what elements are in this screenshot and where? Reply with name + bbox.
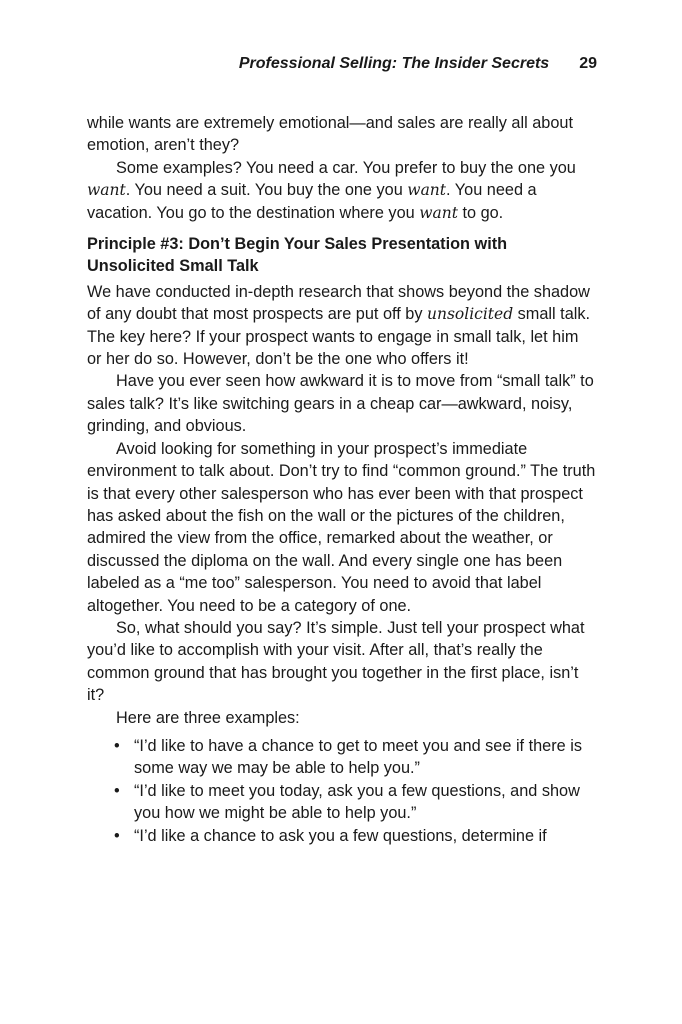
section-heading: Principle #3: Don’t Begin Your Sales Presentation with Unsolicited Small Talk [87,235,508,276]
page-number: 29 [579,55,597,72]
emphasis-want: want [407,181,447,200]
emphasis-unsolicited: unsolicited [427,305,514,324]
bullet-icon: • [114,736,120,755]
book-page [87,52,597,847]
paragraph-avoid: Avoid looking for something in your prospect’s immediate environment to talk about. Don’t try to find “common ground.” The truth is that every other salesperson who has ever been with that prospect has asked about the fish on the wall or the pictures of the children, admired the view from the office, remarked about the weather, or discussed the diploma on the wall. And every single one has been labeled as a “me too” salesperson. You need to avoid that label altogether. You need to be a category of one. [87,439,596,615]
list-item: • “I’d like to have a chance to get to meet you and see if there is some way we may be able to help you.” [114,736,582,778]
paragraph-research: We have conducted in-depth research that shows beyond the shadow of any doubt that most prospects are put off by unsolicited small talk. The key here? If your prospect wants to engage in small talk, let him or her do so. However, don’t be the one who offers it! [87,282,591,369]
paragraph-examples-wants: Some examples? You need a car. You prefer to buy the one you want. You need a suit. You buy the one you want. You need a vacation. You go to the destination where you want to go. [87,158,576,222]
paragraph-awkward: Have you ever seen how awkward it is to move from “small talk” to sales talk? It’s like switching gears in a cheap car—awkward, noisy, grinding, and obvious. [87,372,594,436]
list-item: • “I’d like to meet you today, ask you a few questions, and show you how we might be able to help you.” [114,781,580,823]
bullet-icon: • [114,826,120,845]
bullet-icon: • [114,781,120,800]
paragraph-what-to-say: So, what should you say? It’s simple. Just tell your prospect what you’d like to accomplish with your visit. After all, that’s really the common ground that has brought you together in the first place, isn’t it? [87,618,585,705]
list-item: • “I’d like a chance to ask you a few questions, determine if [134,825,597,847]
paragraph-continued: while wants are extremely emotional—and sales are really all about emotion, aren’t they? [87,114,573,155]
emphasis-want: want [419,203,458,222]
emphasis-want: want [87,181,126,200]
running-head [87,52,597,76]
paragraph-intro-examples: Here are three examples: [116,708,300,727]
body-text [87,112,597,847]
examples-list [87,735,597,847]
running-head-title: Professional Selling: The Insider Secrets [238,55,550,72]
